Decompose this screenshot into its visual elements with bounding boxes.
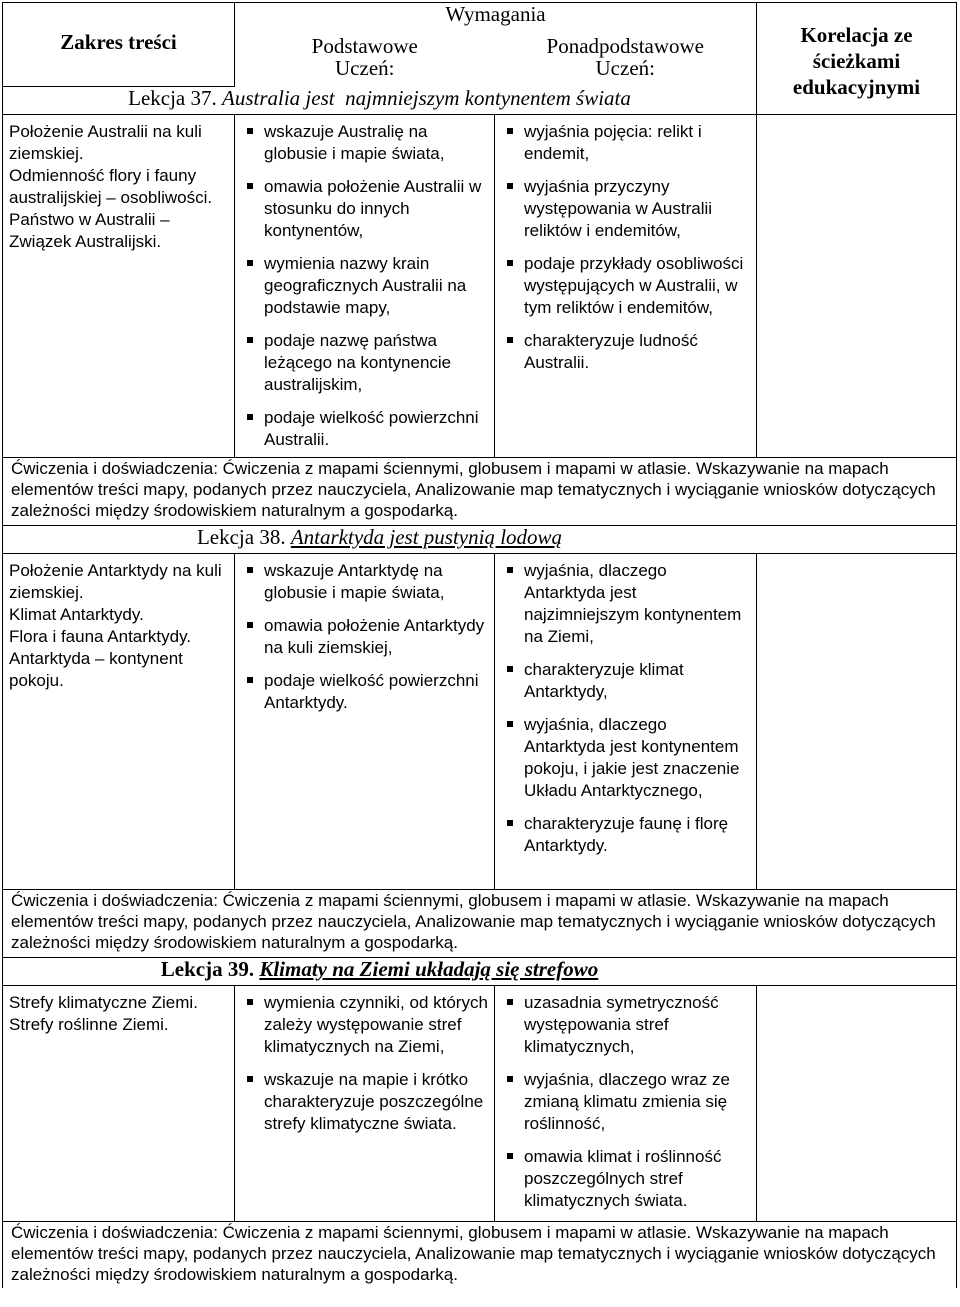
topic: Położenie Australii na kuli ziemskiej. xyxy=(9,122,202,163)
requirement-item: podaje wielkość powierzchni Australii. xyxy=(241,407,488,451)
correlation-cell xyxy=(757,115,957,458)
curriculum-table xyxy=(2,2,957,1288)
requirement-item: podaje wielkość powierzchni Antarktydy. xyxy=(241,670,488,714)
header-podstawowe xyxy=(235,35,495,87)
topic: Państwo w Australii – Związek Australijski. xyxy=(9,210,170,251)
requirement-item: wymienia czynniki, od których zależy występowanie stref klimatycznych na Ziemi, xyxy=(241,992,488,1058)
requirement-item: wskazuje Antarktydę na globusie i mapie świata, xyxy=(241,560,488,604)
lesson-number: Lekcja 39. xyxy=(160,957,255,981)
lesson-name: Klimaty na Ziemi układają się strefowo xyxy=(259,957,599,981)
requirement-item: charakteryzuje klimat Antarktydy, xyxy=(501,659,750,703)
topic: Odmienność flory i fauny australijskiej – osobliwości. xyxy=(9,166,213,207)
header-wymagania: Wymagania xyxy=(235,3,757,35)
header-podstawowe-label: Podstawowe xyxy=(311,33,418,58)
topic: Klimat Antarktydy. xyxy=(9,605,144,624)
header-zakres: Zakres treści xyxy=(3,3,235,87)
exercises-cell: Ćwiczenia i doświadczenia: Ćwiczenia z mapami ściennymi, globusem i mapami w atlasie. Wskazywanie na mapach elementów treści mapy, podanych przez nauczyciela, Analizowanie map tematycznych i wyciąganie wniosków dotyczących zależności między środowiskiem naturalnym a gospodarką. xyxy=(3,1222,957,1288)
requirement-item: wyjaśnia pojęcia: relikt i endemit, xyxy=(501,121,750,165)
requirement-item: omawia położenie Australii w stosunku do innych kontynentów, xyxy=(241,176,488,242)
topic: Antarktyda – kontynent pokoju. xyxy=(9,649,183,690)
exercises-cell: Ćwiczenia i doświadczenia: Ćwiczenia z mapami ściennymi, globusem i mapami w atlasie. Wskazywanie na mapach elementów treści mapy, podanych przez nauczyciela, Analizowanie map tematycznych i wyciąganie wniosków dotyczących zależności między środowiskiem naturalnym a gospodarką. xyxy=(3,890,957,958)
advanced-requirements-cell xyxy=(495,554,757,890)
lesson-title xyxy=(3,526,957,554)
header-uczen-ponadpodstawowe: Uczeń: xyxy=(595,55,655,80)
header-korelacja: Korelacja ze ścieżkami edukacyjnymi xyxy=(757,3,957,115)
basic-requirements-cell xyxy=(235,554,495,890)
advanced-requirements-cell xyxy=(495,986,757,1222)
requirement-item: podaje nazwę państwa leżącego na kontynencie australijskim, xyxy=(241,330,488,396)
requirement-item: uzasadnia symetryczność występowania stref klimatycznych, xyxy=(501,992,750,1058)
lesson-title xyxy=(3,87,757,115)
requirement-item: omawia położenie Antarktydy na kuli ziemskiej, xyxy=(241,615,488,659)
topic: Flora i fauna Antarktydy. xyxy=(9,627,192,646)
lesson-title xyxy=(3,958,957,986)
requirement-item: podaje przykłady osobliwości występujących w Australii, w tym reliktów i endemitów, xyxy=(501,253,750,319)
requirement-item: wyjaśnia, dlaczego Antarktyda jest kontynentem pokoju, i jakie jest znaczenie Układu Antarktycznego, xyxy=(501,714,750,802)
topic: Położenie Antarktydy na kuli ziemskiej. xyxy=(9,561,222,602)
requirement-item: wyjaśnia, dlaczego wraz ze zmianą klimatu zmienia się roślinność, xyxy=(501,1069,750,1135)
correlation-cell xyxy=(757,986,957,1222)
advanced-requirements-cell xyxy=(495,115,757,458)
requirement-item: charakteryzuje faunę i florę Antarktydy. xyxy=(501,813,750,857)
header-ponadpodstawowe xyxy=(495,35,757,87)
topics-cell xyxy=(3,554,235,890)
topic: Strefy roślinne Ziemi. xyxy=(9,1015,169,1034)
basic-requirements-cell xyxy=(235,986,495,1222)
requirement-item: charakteryzuje ludność Australii. xyxy=(501,330,750,374)
requirement-item: wyjaśnia, dlaczego Antarktyda jest najzimniejszym kontynentem na Ziemi, xyxy=(501,560,750,648)
requirement-item: wyjaśnia przyczyny występowania w Australii reliktów i endemitów, xyxy=(501,176,750,242)
topics-cell xyxy=(3,986,235,1222)
requirement-item: wskazuje na mapie i krótko charakteryzuje poszczególne strefy klimatyczne świata. xyxy=(241,1069,488,1135)
requirement-item: omawia klimat i roślinność poszczególnych stref klimatycznych świata. xyxy=(501,1146,750,1212)
topics-cell xyxy=(3,115,235,458)
exercises-cell: Ćwiczenia i doświadczenia: Ćwiczenia z mapami ściennymi, globusem i mapami w atlasie. Wskazywanie na mapach elementów treści mapy, podanych przez nauczyciela, Analizowanie map tematycznych i wyciąganie wniosków dotyczących zależności między środowiskiem naturalnym a gospodarką. xyxy=(3,458,957,526)
basic-requirements-cell xyxy=(235,115,495,458)
topic: Strefy klimatyczne Ziemi. xyxy=(9,993,198,1012)
requirement-item: wymienia nazwy krain geograficznych Australii na podstawie mapy, xyxy=(241,253,488,319)
header-ponadpodstawowe-label: Ponadpodstawowe xyxy=(546,33,704,58)
requirement-item: wskazuje Australię na globusie i mapie świata, xyxy=(241,121,488,165)
lesson-name: Antarktyda jest pustynią lodową xyxy=(290,525,563,549)
header-uczen-podstawowe: Uczeń: xyxy=(335,55,395,80)
lesson-number: Lekcja 38. xyxy=(196,525,286,549)
lesson-number: Lekcja 37. xyxy=(128,86,217,110)
lesson-name: Australia jest najmniejszym kontynentem świata xyxy=(222,86,631,110)
correlation-cell xyxy=(757,554,957,890)
